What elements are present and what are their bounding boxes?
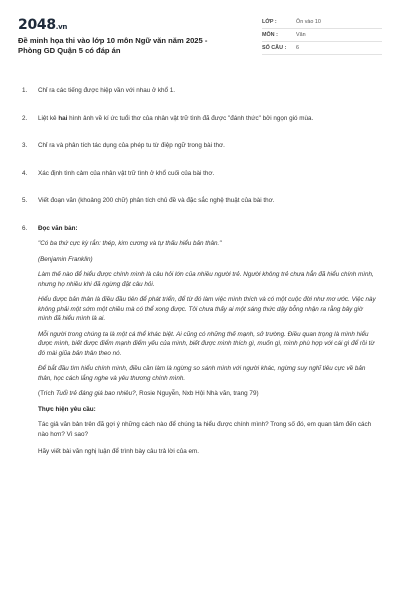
text-segment: Liệt kê [38,114,59,122]
question-number: 3. [22,142,28,149]
logo-suffix: .vn [55,23,68,31]
question-list [18,86,382,465]
meta-table [262,16,382,68]
question-6 [18,224,382,465]
question-text [38,114,382,124]
reading-section [38,224,382,465]
meta-value: Ôn vào 10 [296,19,321,25]
meta-key: MÔN : [262,32,278,38]
question-3 [18,141,382,151]
reading-paragraph: Làm thế nào để hiểu được chính mình là câu hỏi lớn của nhiều người trẻ. Người không trẻ chưa hẳn đã hiểu chính mình, nhưng họ nhiều khi đã ngừng đặt câu hỏi. [38,271,374,288]
task-item: Hãy viết bài văn nghị luận để trình bày câu trả lời của em. [38,448,199,455]
source-book-title: Tuổi trẻ đáng giá bao nhiêu? [55,390,136,397]
meta-key: SỐ CÂU : [262,45,287,51]
meta-value: Văn [296,32,306,38]
reading-author: (Benjamin Franklin) [38,255,93,263]
text-segment: hình ảnh về kí ức tuổi thơ của nhân vật trữ tình đã được "đánh thức" bởi ngọn gió mùa. [67,114,314,122]
reading-paragraph: Hiểu được bản thân là điều đầu tiên để phát triển, để từ đó làm việc mình thích và có một cuộc đời như mơ ước. Việc này không phải một sớm một chiều mà có thể xong được. Tôi chưa thấy ai một sáng thức dậy bỗng nhận ra rằng bây giờ mình đã hiểu mình là ai. [38,296,376,322]
text-segment: , Rosie Nguyễn, Nxb Hội Nhà văn, trang 79) [135,390,259,397]
meta-row-subject [262,29,382,42]
logo-text: 2048 [18,17,56,33]
reading-paragraph: Để bắt đầu tìm hiểu chính mình, điều cần làm là ngừng so sánh mình với người khác, ngừng suy nghĩ tiêu cực về bản thân, học cách lắng nghe và yêu thương chính mình. [38,365,366,382]
question-5 [18,196,382,206]
header [18,0,382,68]
question-text: Chỉ ra các tiếng được hiệp vần với nhau ở khổ 1. [38,87,176,94]
site-logo[interactable] [18,18,228,34]
emphasis-text: hai [58,114,68,122]
reading-label: Đọc văn bản: [38,224,78,232]
question-number: 6. [22,224,28,232]
task-list [38,420,378,457]
meta-value: 6 [296,45,299,51]
question-text: Chỉ ra và phân tích tác dụng của phép tu từ điệp ngữ trong bài thơ. [38,142,225,149]
question-text: Xác định tình cảm của nhân vật trữ tình ở khổ cuối của bài thơ. [38,169,215,177]
question-1 [18,86,382,96]
reading-quote: "Có ba thứ cực kỳ rắn: thép, kim cương và tự thấu hiểu bản thân." [38,240,222,247]
brand [18,18,228,68]
document-title: Đề minh họa thi vào lớp 10 môn Ngữ văn năm 2025 - Phòng GD Quận 5 có đáp án [18,36,208,55]
question-4 [18,169,382,179]
question-2 [18,114,382,124]
question-number: 2. [22,114,28,122]
question-number: 5. [22,197,28,204]
question-number: 1. [22,87,28,94]
task-label: Thực hiện yêu cầu: [38,405,96,413]
reading-paragraph: Mỗi người trong chúng ta là một cá thể khác biệt. Ai cũng có những thế mạnh, sở trường. Điều quan trọng là mình hiểu được mình, biết được điểm mạnh điểm yếu của mình, biết được mình thích gì, muốn gì, mình phù hợp với cái gì để rồi từ đó mài giũa bản thân theo nó. [38,330,375,357]
meta-key: LỚP : [262,19,277,25]
task-item: Tác giả văn bản trên đã gợi ý những cách nào để chúng ta hiểu được chính mình? Trong số đó, em quan tâm đến cách nào hơn? Vì sao? [38,421,372,438]
reading-source [38,389,378,399]
meta-row-count [262,42,382,55]
meta-row-class [262,16,382,29]
text-segment: (Trích [38,390,56,397]
question-number: 4. [22,169,28,177]
question-text: Viết đoạn văn (khoảng 200 chữ) phân tích chủ đề và đặc sắc nghệ thuật của bài thơ. [38,197,275,204]
